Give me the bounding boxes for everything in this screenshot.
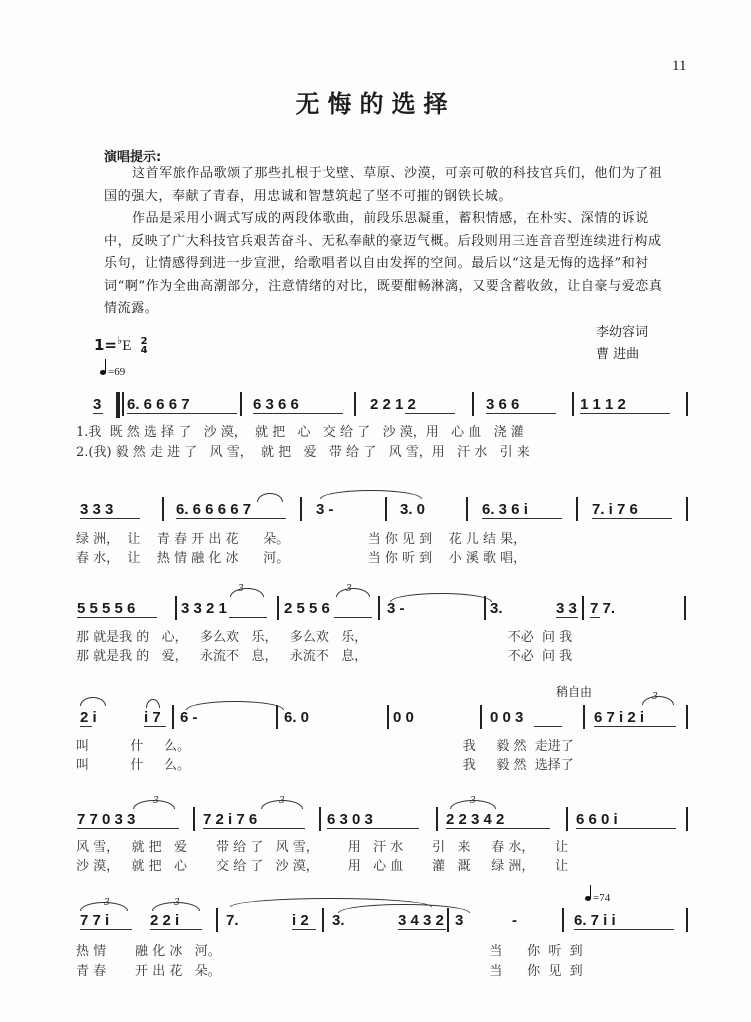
notation-notes: 6. 7 i i [574, 912, 616, 929]
barline [378, 596, 380, 620]
beam-underline [486, 413, 556, 414]
barline [686, 807, 688, 831]
lyrics-line: 那 就是我 的 爱， 永流不 息， 永流不 息， 不必 问 我 [76, 649, 573, 664]
beam-underline [334, 617, 372, 618]
lyrics-line: 热 情 融 化 冰 河。 当 你 听 到 [76, 944, 583, 959]
performance-hint-body [104, 163, 664, 321]
notation-notes: 3 3 3 [80, 501, 114, 518]
lyricist: 李幼容词 [596, 325, 649, 340]
notation-notes: 3 3 2 1 [181, 600, 227, 617]
rubato-marking: 稍自由 [556, 685, 593, 699]
page-number: 11 [672, 58, 687, 74]
triplet-mark: 3 [153, 796, 159, 806]
lyrics-line: 青 春 开 出 花 朵。 当 你 见 到 [76, 964, 583, 979]
notation-notes: 7. [226, 912, 239, 929]
notation-notes: 3. 0 [400, 501, 426, 518]
barline [193, 807, 195, 831]
barline [387, 705, 389, 729]
barline [122, 392, 124, 416]
lyrics-line: 那 就是我 的 心， 多么欢 乐， 多么欢 乐， 不必 问 我 [76, 630, 573, 645]
lyrics-line: 沙 漠， 就 把 心 交 给 了 沙 漠， 用 心 血 灌 溉 绿 洲， 让 [76, 859, 569, 874]
beam-underline [405, 413, 455, 414]
barline [566, 807, 568, 831]
barline [319, 807, 321, 831]
barline [436, 807, 438, 831]
triplet-mark: 3 [238, 584, 244, 594]
barline [322, 908, 324, 932]
beam-underline [576, 828, 676, 829]
notation-notes: 6 3 6 6 [253, 396, 299, 413]
notation-notes: 3 4 3 2 [398, 912, 444, 929]
triplet-mark: 3 [104, 898, 110, 908]
beam-underline [398, 929, 446, 930]
lyrics-line: 春 水， 让 热 情 融 化 冰 河。 当 你 听 到 小 溪 歌 唱， [76, 551, 527, 566]
barline [576, 497, 578, 521]
hint-paragraph: 这首军旅作品歌颂了那些扎根于戈壁、草原、沙漠，可亲可敬的科技官兵们，他们为了祖国的强大，奉献了青春，用忠诚和智慧筑起了坚不可摧的钢铁长城。 [104, 166, 663, 204]
barline [684, 596, 686, 620]
notation-notes: 7 7. [590, 600, 616, 617]
notation-notes: 6. 6 6 6 7 [127, 396, 190, 413]
beam-underline [590, 617, 600, 618]
barline [216, 908, 218, 932]
barline [162, 497, 164, 521]
beam-underline [229, 617, 267, 618]
beam-underline [580, 413, 670, 414]
slur-arc [133, 800, 175, 809]
barline [447, 908, 449, 932]
triplet-mark: 3 [174, 898, 180, 908]
credits [596, 322, 648, 366]
beam-underline [80, 929, 132, 930]
barline [480, 705, 482, 729]
beam-underline [80, 726, 92, 727]
notation-notes: 6. 3 6 i [482, 501, 528, 518]
barline [300, 497, 302, 521]
triplet-mark: 3 [346, 584, 352, 594]
beam-underline [253, 413, 343, 414]
lyrics-line: 叫 什 么。 我 毅 然 选择了 [76, 758, 574, 773]
beam-underline [574, 929, 674, 930]
lyrics-line: 叫 什 么。 我 毅 然 走进了 [76, 739, 574, 754]
barline [172, 705, 174, 729]
barline [276, 705, 278, 729]
key-signature: 1=♭E 2 4 [94, 334, 148, 356]
beam-underline [446, 828, 550, 829]
lyrics-line: 绿 洲， 让 青 春 开 出 花 朵。 当 你 见 到 花 儿 结 果， [76, 532, 527, 547]
slur-arc [336, 588, 370, 597]
beam-underline [556, 617, 578, 618]
triplet-mark: 3 [652, 692, 658, 702]
notation-notes: 5 5 5 5 6 [77, 600, 136, 617]
slur-arc [261, 800, 303, 809]
slur-arc [390, 593, 492, 602]
notation-notes: 1 1 1 2 [580, 396, 626, 413]
beam-underline [77, 828, 179, 829]
notation-notes: 2 5 5 6 [284, 600, 330, 617]
quarter-note-icon [100, 370, 106, 375]
barline [472, 392, 474, 416]
barline [686, 705, 688, 729]
lyrics-line: 2.(我) 毅 然 走 进 了 风 雪， 就 把 爱 带 给 了 风 雪，用 汗 水 引 来 [76, 445, 530, 460]
notation-notes: 7 7 0 3 3 [77, 811, 136, 828]
beam-underline [127, 413, 237, 414]
notation-notes: i 7 [144, 709, 161, 726]
beam-underline [144, 726, 166, 727]
barline [572, 392, 574, 416]
beam-underline [77, 617, 157, 618]
lyrics-line: 风 雪， 就 把 爱 带 给 了 风 雪， 用 汗 水 引 来 春 水， 让 [76, 840, 569, 855]
beam-underline [292, 929, 316, 930]
notation-notes: 7 2 i 7 6 [203, 811, 258, 828]
performance-hint-label: 演唱提示: [104, 150, 162, 165]
barline [686, 497, 688, 521]
barline [116, 392, 120, 418]
beam-underline [592, 518, 672, 519]
triplet-mark: 3 [470, 796, 476, 806]
notation-notes: 0 0 [393, 709, 414, 726]
notation-notes: 3 [455, 912, 464, 929]
notation-notes: 3 6 6 [486, 396, 520, 413]
notation-notes: 6 6 0 i [576, 811, 618, 828]
notation-notes: 3 - [387, 600, 405, 617]
beam-underline [482, 518, 562, 519]
beam-underline [594, 726, 676, 727]
notation-notes: 3 3 [556, 600, 577, 617]
hint-paragraph: 作品是采用小调式写成的两段体歌曲，前段乐思凝重，蓄积情感，在朴实、深情的诉说中，反映了广大科技官兵艰苦奋斗、无私奉献的豪迈气概。后段则用三连音音型连续进行构成乐句，让情感得到进一步宣泄，给歌唱者以自由发挥的空间。最后以“这是无悔的选择”和衬词“啊”作为全曲高潮部分，注意情绪的对比，既要酣畅淋漓，又要含蓄收敛，让自豪与爱恋真情流露。 [104, 211, 663, 316]
slur-arc [450, 800, 496, 809]
barline [175, 596, 177, 620]
composer: 曹 进曲 [596, 347, 640, 362]
barline [686, 908, 688, 932]
song-title: 无悔的选择 [295, 90, 456, 118]
slur-arc [80, 902, 128, 911]
barline [466, 497, 468, 521]
barline [582, 596, 584, 620]
notation-notes: 3. [490, 600, 503, 617]
slur-arc [152, 902, 200, 911]
barline [484, 596, 486, 620]
notation-notes: 3 [93, 396, 102, 413]
slur-arc [146, 699, 160, 708]
beam-underline [203, 828, 305, 829]
quarter-note-icon [585, 896, 591, 901]
triplet-mark: 3 [279, 796, 285, 806]
notation-notes: 2 i [80, 709, 97, 726]
notation-notes: i 2 [292, 912, 309, 929]
barline [385, 497, 387, 521]
notation-notes: 7. i 7 6 [592, 501, 638, 518]
tempo-marking: =69 [100, 366, 125, 378]
barline [562, 908, 564, 932]
notation-notes: 3 - [316, 501, 334, 518]
flat-symbol: ♭ [117, 334, 123, 347]
barline [354, 392, 356, 416]
slur-arc [257, 493, 283, 502]
notation-notes: 6 7 i 2 i [594, 709, 645, 726]
notation-notes: 6 3 0 3 [327, 811, 373, 828]
beam-underline [93, 413, 103, 414]
notation-notes: 2 2 3 4 2 [446, 811, 505, 828]
notation-notes: - [512, 912, 517, 929]
slur-arc [230, 588, 264, 597]
notation-notes: 7 7 i [80, 912, 110, 929]
notation-notes: 6. 6 6 6 6 7 [176, 501, 252, 518]
beam-underline [176, 518, 286, 519]
barline [583, 705, 585, 729]
notation-notes: 3. [332, 912, 345, 929]
notation-notes: 6. 0 [284, 709, 310, 726]
tempo-marking-2: =74 [585, 892, 610, 904]
notation-notes: 2 2 1 2 [370, 396, 416, 413]
beam-underline [534, 726, 562, 727]
beam-underline [327, 828, 419, 829]
slur-arc [186, 701, 284, 710]
slur-arc [320, 490, 422, 499]
beam-underline [150, 929, 202, 930]
notation-notes: 2 2 i [150, 912, 180, 929]
slur-arc [80, 697, 106, 706]
notation-notes: 6 - [180, 709, 198, 726]
barline [686, 392, 688, 416]
beam-underline [80, 518, 140, 519]
barline [277, 596, 279, 620]
barline [240, 392, 242, 416]
lyrics-line: 1.我 既 然 选 择 了 沙 漠， 就 把 心 交 给 了 沙 漠，用 心 血 浇 灌 [76, 425, 524, 440]
time-signature: 2 4 [140, 336, 148, 356]
slur-arc [642, 696, 674, 705]
notation-notes: 0 0 3 [490, 709, 524, 726]
